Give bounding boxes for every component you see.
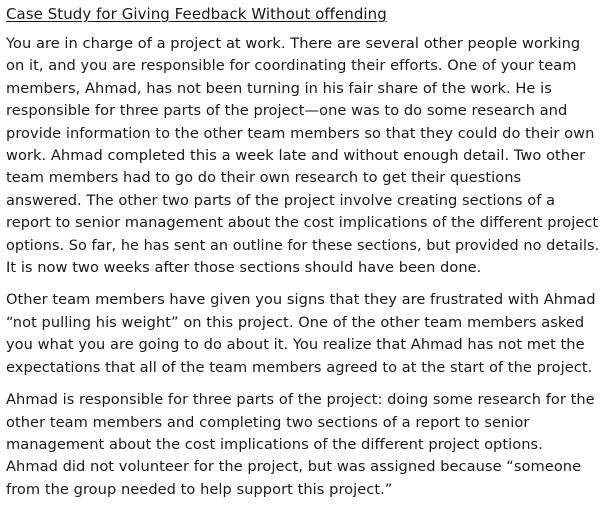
paragraph-1 bbox=[6, 33, 603, 279]
paragraph-line: “not pulling his weight” on this project. One of the other team members asked bbox=[6, 313, 585, 331]
paragraph-line: Other team members have given you signs that they are frustrated with Ahmad bbox=[6, 291, 596, 309]
paragraph-line: answered. The other two parts of the project involve creating sections of a bbox=[6, 191, 556, 209]
paragraph-2 bbox=[6, 289, 603, 379]
paragraph-line: provide information to the other team members so that they could do their own bbox=[6, 124, 595, 142]
paragraph-line: members, Ahmad, has not been turning in his fair share of the work. He is bbox=[6, 79, 552, 97]
paragraph-line: from the group needed to help support this project.” bbox=[6, 480, 393, 498]
paragraph-line: report to senior management about the cost implications of the different project bbox=[6, 214, 599, 232]
paragraph-line: other team members and completing two sections of a report to senior bbox=[6, 413, 530, 431]
paragraph-line: work. Ahmad completed this a week late and without enough detail. Two other bbox=[6, 147, 586, 165]
paragraph-line: team members had to go do their own research to get their questions bbox=[6, 169, 522, 187]
paragraph-line: on it, and you are responsible for coordinating their efforts. One of your team bbox=[6, 57, 577, 75]
paragraph-line: options. So far, he has sent an outline for these sections, but provided no details. bbox=[6, 237, 600, 254]
document-title: Case Study for Giving Feedback Without offending bbox=[6, 5, 387, 23]
paragraph-line: Ahmad is responsible for three parts of the project: doing some research for the bbox=[6, 391, 595, 409]
paragraph-3 bbox=[6, 389, 603, 501]
paragraph-line: responsible for three parts of the project—one was to do some research and bbox=[6, 102, 568, 120]
paragraph-line: management about the cost implications of the different project options. bbox=[6, 435, 543, 453]
paragraph-line: You are in charge of a project at work. There are several other people working bbox=[6, 35, 581, 52]
paragraph-line: expectations that all of the team members agreed to at the start of the project. bbox=[6, 358, 593, 376]
paragraph-line: Ahmad did not volunteer for the project, but was assigned because “someone bbox=[6, 458, 582, 476]
paragraph-line: you what you are going to do about it. You realize that Ahmad has not met the bbox=[6, 336, 585, 354]
paragraph-line: It is now two weeks after those sections should have been done. bbox=[6, 259, 482, 277]
